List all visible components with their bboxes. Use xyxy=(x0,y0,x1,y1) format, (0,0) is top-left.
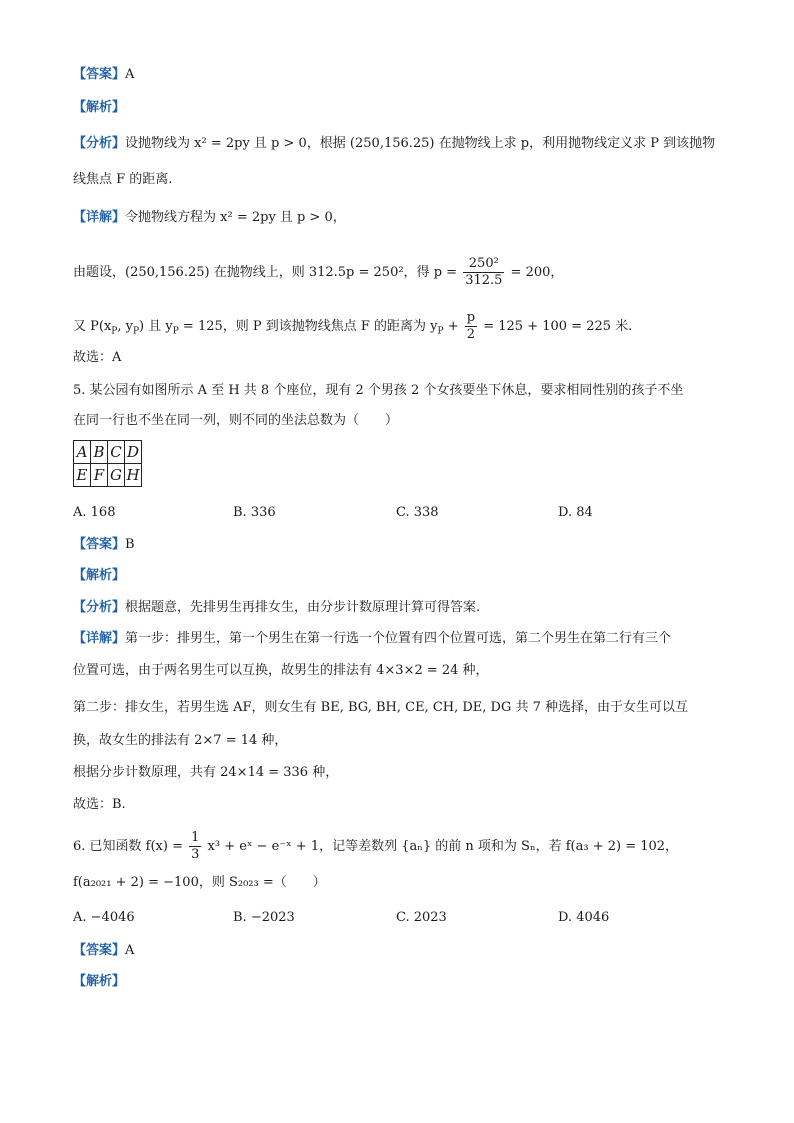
q6-fraction-third xyxy=(189,830,201,863)
q4-d3-d: P xyxy=(132,326,140,337)
q4-d3-h: P xyxy=(437,326,444,337)
q4-answer-line xyxy=(73,65,134,85)
q5-detail-line4: 换，故女生的排法有 2×7 = 14 种， xyxy=(73,733,288,748)
q4-frac-num: 250² xyxy=(463,256,504,273)
q4-detail-line3 xyxy=(73,310,632,343)
q5-option-b: B. 336 xyxy=(233,505,276,520)
q4-detail-line2 xyxy=(73,256,563,289)
seat-cell: E xyxy=(74,464,91,487)
q4-analysis-label xyxy=(73,98,125,118)
q5-detail-line3: 第二步：排女生，若男生选 AF，则女生有 BE, BG, BH, CE, CH, DE, DG 共 7 种选择，由于女生可以互 xyxy=(73,700,689,715)
q5-fenxi-text: 根据题意，先排男生再排女生，由分步计数原理计算可得答案. xyxy=(125,600,481,615)
q4-frac-den: 312.5 xyxy=(465,273,503,288)
q4-d3-a: 又 P(x xyxy=(73,319,112,334)
q6-stem-line1 xyxy=(73,830,678,863)
analysis-label: 【解析】 xyxy=(73,568,126,583)
q4-fenxi-text-a: 设抛物线为 x² = 2py 且 p > 0，根据 (250,156.25) 在抛物线上求 p，利用抛物线定义求 P 到该抛物 xyxy=(125,136,716,151)
q5-stem-line1: 5. 某公园有如图所示 A 至 H 共 8 个座位，现有 2 个男孩 2 个女孩要坐下休息，要求相同性别的孩子不坐 xyxy=(73,383,684,398)
seat-cell: H xyxy=(125,464,142,487)
q5-detail-text-1: 第一步：排男生，第一个男生在第一行选一个位置有四个位置可选，第二个男生在第二行有三个 xyxy=(125,631,672,646)
q6-option-b: B. −2023 xyxy=(233,910,295,925)
q6-option-d: D. 4046 xyxy=(558,910,610,925)
q4-fraction-half-p xyxy=(465,310,477,343)
q4-d3-g: = 125，则 P 到该抛物线焦点 F 的距离为 y xyxy=(178,319,438,334)
fenxi-label: 【分析】 xyxy=(73,136,126,151)
q4-frac2-den: 2 xyxy=(466,327,476,342)
q5-option-c: C. 338 xyxy=(396,505,439,520)
q4-frac2-num: p xyxy=(466,310,476,325)
answer-label: 【答案】 xyxy=(73,537,126,552)
q5-choose: 故选：B. xyxy=(73,797,126,812)
q4-choose: 故选：A xyxy=(73,350,122,365)
seat-grid xyxy=(73,440,142,487)
q6-stem-line2: f(a₂₀₂₁ + 2) = −100，则 S₂₀₂₃ =（ ） xyxy=(73,875,326,890)
q4-fenxi-line1 xyxy=(73,134,715,154)
q6-frac-num: 1 xyxy=(191,830,200,845)
q4-answer: A xyxy=(125,67,135,82)
fenxi-label: 【分析】 xyxy=(73,600,126,615)
q6-stem1-a: 6. 已知函数 f(x) = xyxy=(73,839,183,854)
q4-detail-line1 xyxy=(73,208,346,228)
q5-analysis-label xyxy=(73,566,125,586)
q6-option-c: C. 2023 xyxy=(396,910,447,925)
q6-answer: A xyxy=(125,943,135,958)
analysis-label: 【解析】 xyxy=(73,100,126,115)
q5-answer-line xyxy=(73,535,135,555)
seat-cell: G xyxy=(108,464,125,487)
q5-fenxi-line xyxy=(73,598,480,618)
q6-stem1-b: x³ + eˣ − e⁻ˣ + 1，记等差数列 {aₙ} 的前 n 项和为 Sₙ，若 f(a₃ + 2) = 102， xyxy=(207,839,679,854)
q5-detail-line1 xyxy=(73,629,671,649)
q4-detail-text-1: 令抛物线方程为 x² = 2py 且 p > 0， xyxy=(125,210,346,225)
q5-detail-line5: 根据分步计数原理，共有 24×14 = 336 种， xyxy=(73,765,339,780)
q5-stem-line2: 在同一行也不坐在同一列，则不同的坐法总数为（ ） xyxy=(73,413,399,428)
q4-d3-i: + xyxy=(443,319,459,334)
detail-label: 【详解】 xyxy=(73,631,126,646)
seat-cell: C xyxy=(108,441,125,464)
q6-answer-line xyxy=(73,941,134,961)
q4-detail2-b: = 200， xyxy=(510,265,564,280)
answer-label: 【答案】 xyxy=(73,943,126,958)
analysis-label: 【解析】 xyxy=(73,974,126,989)
seat-cell: D xyxy=(125,441,142,464)
q6-frac-den: 3 xyxy=(191,847,200,862)
q5-detail-line2: 位置可选，由于两名男生可以互换，故男生的排法有 4×3×2 = 24 种， xyxy=(73,663,489,678)
q5-option-a: A. 168 xyxy=(73,505,116,520)
q6-option-a: A. −4046 xyxy=(73,910,135,925)
q4-fenxi-line2: 线焦点 F 的距离. xyxy=(73,172,173,187)
q4-d3-b: P xyxy=(111,326,118,337)
seat-cell: B xyxy=(91,441,108,464)
seat-row-2 xyxy=(74,464,142,487)
seat-row-1 xyxy=(74,441,142,464)
answer-label: 【答案】 xyxy=(73,67,126,82)
q4-fraction-p xyxy=(463,256,504,289)
q5-answer: B xyxy=(125,537,135,552)
q4-detail2-a: 由题设，(250,156.25) 在抛物线上，则 312.5p = 250²，得 p = xyxy=(73,265,458,280)
q4-d3-j: = 125 + 100 = 225 米. xyxy=(483,319,633,334)
detail-label: 【详解】 xyxy=(73,210,126,225)
seat-cell: F xyxy=(91,464,108,487)
seat-cell: A xyxy=(74,441,91,464)
q6-analysis-label xyxy=(73,972,125,992)
q4-d3-f: P xyxy=(172,326,179,337)
q4-d3-e: ) 且 y xyxy=(139,319,173,334)
q4-d3-c: , y xyxy=(117,319,133,334)
q5-option-d: D. 84 xyxy=(558,505,593,520)
